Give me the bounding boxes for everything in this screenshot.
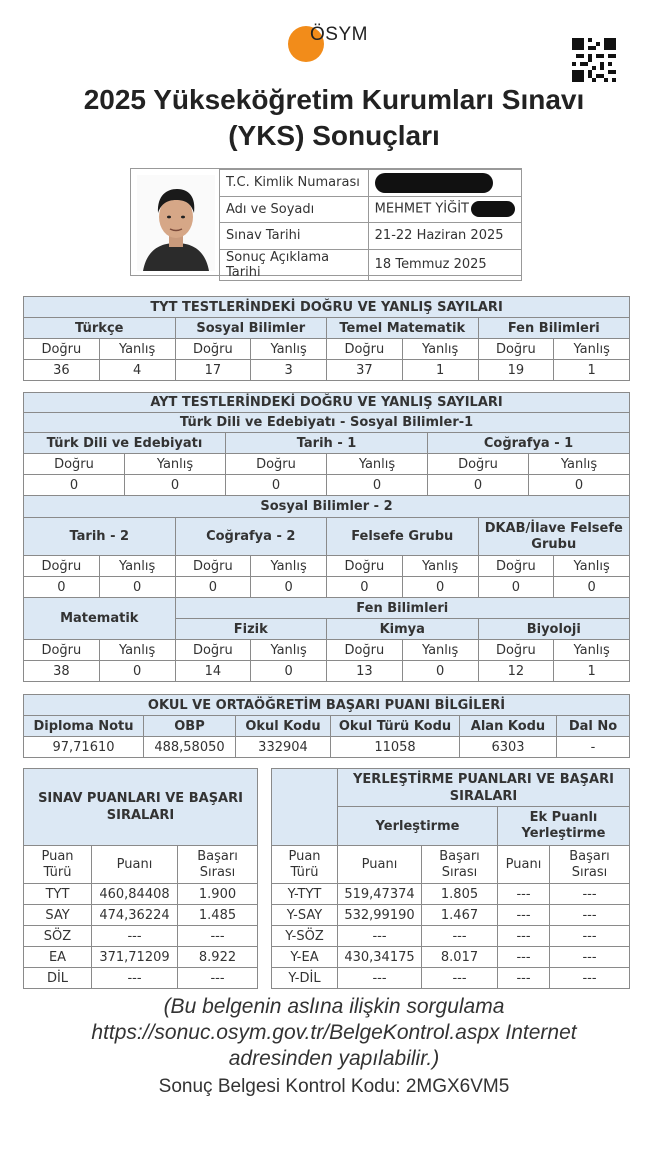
placement-row <box>272 926 630 947</box>
school-header: OBP <box>144 716 236 737</box>
score-type: TYT <box>24 884 92 905</box>
yanlis-label: Yanlış <box>554 339 630 360</box>
ayt-subject: Coğrafya - 1 <box>428 433 630 454</box>
score-row <box>24 905 258 926</box>
logo-text: ÖSYM <box>310 24 368 45</box>
identity-row <box>220 223 522 250</box>
ayt-subject: Türk Dili ve Edebiyatı <box>24 433 226 454</box>
footer-note <box>20 994 648 1100</box>
footer-line-1: (Bu belgenin aslına ilişkin sorgulama <box>163 995 505 1018</box>
identity-row <box>220 170 522 197</box>
identity-value: 18 Temmuz 2025 <box>368 249 521 280</box>
extra-score-value: --- <box>498 884 550 905</box>
identity-value <box>368 196 521 223</box>
dogru-value: 0 <box>24 475 125 496</box>
score-value: 519,47374 <box>338 884 422 905</box>
dogru-value: 0 <box>327 577 403 598</box>
ayt-table-group2 <box>23 495 630 682</box>
extra-rank-value: --- <box>550 884 630 905</box>
rank-value: 8.017 <box>422 947 498 968</box>
dogru-value: 19 <box>478 360 554 381</box>
dogru-label: Doğru <box>226 454 327 475</box>
extra-score-value: --- <box>498 926 550 947</box>
rank-value: 8.922 <box>178 947 258 968</box>
placement-row <box>272 884 630 905</box>
yanlis-label: Yanlış <box>402 556 478 577</box>
score-type: Y-SAY <box>272 905 338 926</box>
tyt-subject: Temel Matematik <box>327 318 479 339</box>
placement-row <box>272 968 630 989</box>
score-type: EA <box>24 947 92 968</box>
yanlis-label: Yanlış <box>99 556 175 577</box>
score-value: --- <box>338 926 422 947</box>
ayt-math-title: Matematik <box>24 598 176 640</box>
dogru-value: 0 <box>478 577 554 598</box>
rank-value: --- <box>178 968 258 989</box>
ayt-group1-title: Türk Dili ve Edebiyatı - Sosyal Bilimler-1 <box>24 413 630 433</box>
dogru-value: 17 <box>175 360 251 381</box>
placement-label: Yerleştirme <box>338 807 498 846</box>
yanlis-value: 0 <box>251 661 327 682</box>
yanlis-label: Yanlış <box>327 454 428 475</box>
dogru-label: Doğru <box>24 640 100 661</box>
yanlis-label: Yanlış <box>529 454 630 475</box>
score-type: SAY <box>24 905 92 926</box>
yanlis-value: 0 <box>529 475 630 496</box>
rank-value: 1.467 <box>422 905 498 926</box>
dogru-label: Doğru <box>478 556 554 577</box>
footer-line-3: adresinden yapılabilir.) <box>228 1047 440 1070</box>
ayt-subject: Biyoloji <box>478 619 630 640</box>
title-line-1: 2025 Yükseköğretim Kurumları Sınavı <box>83 84 585 115</box>
yanlis-value: 0 <box>327 475 428 496</box>
redaction-mark <box>375 173 493 193</box>
extra-score-value: --- <box>498 905 550 926</box>
score-row <box>24 926 258 947</box>
score-type: Y-DİL <box>272 968 338 989</box>
school-header: Okul Kodu <box>236 716 331 737</box>
yanlis-value: 0 <box>99 577 175 598</box>
school-value: 488,58050 <box>144 737 236 758</box>
score-row <box>24 947 258 968</box>
identity-label: T.C. Kimlik Numarası <box>220 170 369 197</box>
dogru-label: Doğru <box>24 454 125 475</box>
yanlis-value: 0 <box>554 577 630 598</box>
dogru-label: Doğru <box>428 454 529 475</box>
score-row <box>24 968 258 989</box>
yanlis-label: Yanlış <box>554 556 630 577</box>
school-value: 97,71610 <box>24 737 144 758</box>
ayt-subject: Tarih - 2 <box>24 518 176 556</box>
verification-url[interactable]: https://sonuc.osym.gov.tr/BelgeKontrol.aspx Internet <box>91 1021 577 1044</box>
identity-label: Adı ve Soyadı <box>220 196 369 223</box>
tyt-title: TYT TESTLERİNDEKİ DOĞRU VE YANLIŞ SAYILARI <box>24 297 630 318</box>
ayt-subject: Tarih - 1 <box>226 433 428 454</box>
dogru-value: 0 <box>24 577 100 598</box>
extra-rank-value: --- <box>550 968 630 989</box>
rank-value: 1.485 <box>178 905 258 926</box>
yanlis-value: 0 <box>251 577 327 598</box>
ayt-subject: Coğrafya - 2 <box>175 518 327 556</box>
score-value: --- <box>92 968 178 989</box>
col-score-header: Puanı <box>498 846 550 884</box>
yanlis-value: 1 <box>402 360 478 381</box>
yanlis-label: Yanlış <box>125 454 226 475</box>
col-rank-header: Başarı Sırası <box>422 846 498 884</box>
dogru-value: 37 <box>327 360 403 381</box>
score-value: 460,84408 <box>92 884 178 905</box>
dogru-value: 12 <box>478 661 554 682</box>
extra-placement-label: Ek Puanlı Yerleştirme <box>498 807 630 846</box>
yanlis-value: 4 <box>99 360 175 381</box>
school-header: Diploma Notu <box>24 716 144 737</box>
score-type: SÖZ <box>24 926 92 947</box>
col-rank-header: Başarı Sırası <box>550 846 630 884</box>
identity-label: Sonuç Açıklama Tarihi <box>220 249 369 280</box>
tyt-table <box>23 296 630 381</box>
yanlis-label: Yanlış <box>251 339 327 360</box>
identity-value: 21-22 Haziran 2025 <box>368 223 521 250</box>
dogru-label: Doğru <box>24 339 100 360</box>
tyt-subject: Fen Bilimleri <box>478 318 630 339</box>
score-value: --- <box>92 926 178 947</box>
qr-code-icon <box>572 38 616 82</box>
rank-value: --- <box>422 968 498 989</box>
yanlis-label: Yanlış <box>402 640 478 661</box>
school-header: Dal No <box>557 716 630 737</box>
yanlis-value: 0 <box>402 577 478 598</box>
dogru-value: 36 <box>24 360 100 381</box>
control-code: Sonuç Belgesi Kontrol Kodu: 2MGX6VM5 <box>158 1076 510 1097</box>
score-value: 430,34175 <box>338 947 422 968</box>
ayt-subject: Kimya <box>327 619 479 640</box>
score-type: Y-EA <box>272 947 338 968</box>
extra-score-value: --- <box>498 947 550 968</box>
yanlis-value: 0 <box>125 475 226 496</box>
score-type: Y-TYT <box>272 884 338 905</box>
rank-value: 1.805 <box>422 884 498 905</box>
ayt-subject: Felsefe Grubu <box>327 518 479 556</box>
school-header: Alan Kodu <box>460 716 557 737</box>
dogru-value: 38 <box>24 661 100 682</box>
school-value: 6303 <box>460 737 557 758</box>
yanlis-label: Yanlış <box>251 556 327 577</box>
extra-rank-value: --- <box>550 926 630 947</box>
ayt-subject: Fizik <box>175 619 327 640</box>
yanlis-value: 3 <box>251 360 327 381</box>
rank-value: 1.900 <box>178 884 258 905</box>
rank-value: --- <box>178 926 258 947</box>
dogru-label: Doğru <box>24 556 100 577</box>
dogru-label: Doğru <box>327 339 403 360</box>
col-type-header: Puan Türü <box>272 846 338 884</box>
dogru-value: 13 <box>327 661 403 682</box>
school-value: - <box>557 737 630 758</box>
title-line-2: (YKS) Sonuçları <box>228 120 440 151</box>
identity-row <box>220 196 522 223</box>
rank-value: --- <box>422 926 498 947</box>
identity-box <box>130 168 522 280</box>
placement-scores-table <box>271 768 630 989</box>
identity-row <box>220 249 522 280</box>
score-value: 371,71209 <box>92 947 178 968</box>
placement-scores-title: YERLEŞTİRME PUANLARI VE BAŞARI SIRALARI <box>338 769 630 807</box>
placement-row <box>272 947 630 968</box>
score-type: Y-SÖZ <box>272 926 338 947</box>
col-score-header: Puanı <box>92 846 178 884</box>
dogru-label: Doğru <box>478 640 554 661</box>
score-row <box>24 884 258 905</box>
tyt-subject: Sosyal Bilimler <box>175 318 327 339</box>
osym-logo <box>288 22 388 64</box>
ayt-group2-title: Sosyal Bilimler - 2 <box>24 496 630 518</box>
extra-score-value: --- <box>498 968 550 989</box>
document-header <box>0 0 668 160</box>
ayt-title: AYT TESTLERİNDEKİ DOĞRU VE YANLIŞ SAYILARI <box>24 393 630 413</box>
tyt-subject: Türkçe <box>24 318 176 339</box>
ayt-table-group1 <box>23 392 630 496</box>
dogru-label: Doğru <box>478 339 554 360</box>
yanlis-value: 0 <box>99 661 175 682</box>
identity-label: Sınav Tarihi <box>220 223 369 250</box>
yanlis-value: 1 <box>554 661 630 682</box>
exam-scores-title: SINAV PUANLARI VE BAŞARI SIRALARI <box>24 769 258 846</box>
identity-value <box>368 170 521 197</box>
candidate-photo <box>137 175 215 271</box>
dogru-value: 0 <box>175 577 251 598</box>
school-table <box>23 694 630 758</box>
yanlis-label: Yanlış <box>554 640 630 661</box>
dogru-label: Doğru <box>175 556 251 577</box>
redaction-mark <box>471 201 515 217</box>
placement-row <box>272 905 630 926</box>
yanlis-label: Yanlış <box>251 640 327 661</box>
exam-scores-table <box>23 768 258 989</box>
yanlis-value: 1 <box>554 360 630 381</box>
yanlis-label: Yanlış <box>99 640 175 661</box>
score-value: --- <box>338 968 422 989</box>
name-value: MEHMET YİĞİT <box>374 201 469 217</box>
school-header: Okul Türü Kodu <box>331 716 460 737</box>
score-value: 532,99190 <box>338 905 422 926</box>
school-value: 11058 <box>331 737 460 758</box>
school-value: 332904 <box>236 737 331 758</box>
dogru-value: 0 <box>226 475 327 496</box>
score-value: 474,36224 <box>92 905 178 926</box>
extra-rank-value: --- <box>550 905 630 926</box>
school-title: OKUL VE ORTAÖĞRETİM BAŞARI PUANI BİLGİLERİ <box>24 695 630 716</box>
dogru-label: Doğru <box>175 339 251 360</box>
yanlis-label: Yanlış <box>402 339 478 360</box>
identity-table <box>219 169 522 281</box>
dogru-label: Doğru <box>327 556 403 577</box>
yanlis-label: Yanlış <box>99 339 175 360</box>
yanlis-value: 0 <box>402 661 478 682</box>
dogru-label: Doğru <box>175 640 251 661</box>
ayt-fen-title: Fen Bilimleri <box>175 598 630 619</box>
col-rank-header: Başarı Sırası <box>178 846 258 884</box>
col-type-header: Puan Türü <box>24 846 92 884</box>
page-title <box>20 82 648 154</box>
extra-rank-value: --- <box>550 947 630 968</box>
ayt-subject: DKAB/İlave Felsefe Grubu <box>478 518 630 556</box>
score-type: DİL <box>24 968 92 989</box>
dogru-value: 0 <box>428 475 529 496</box>
dogru-label: Doğru <box>327 640 403 661</box>
placement-corner <box>272 769 338 846</box>
col-score-header: Puanı <box>338 846 422 884</box>
dogru-value: 14 <box>175 661 251 682</box>
